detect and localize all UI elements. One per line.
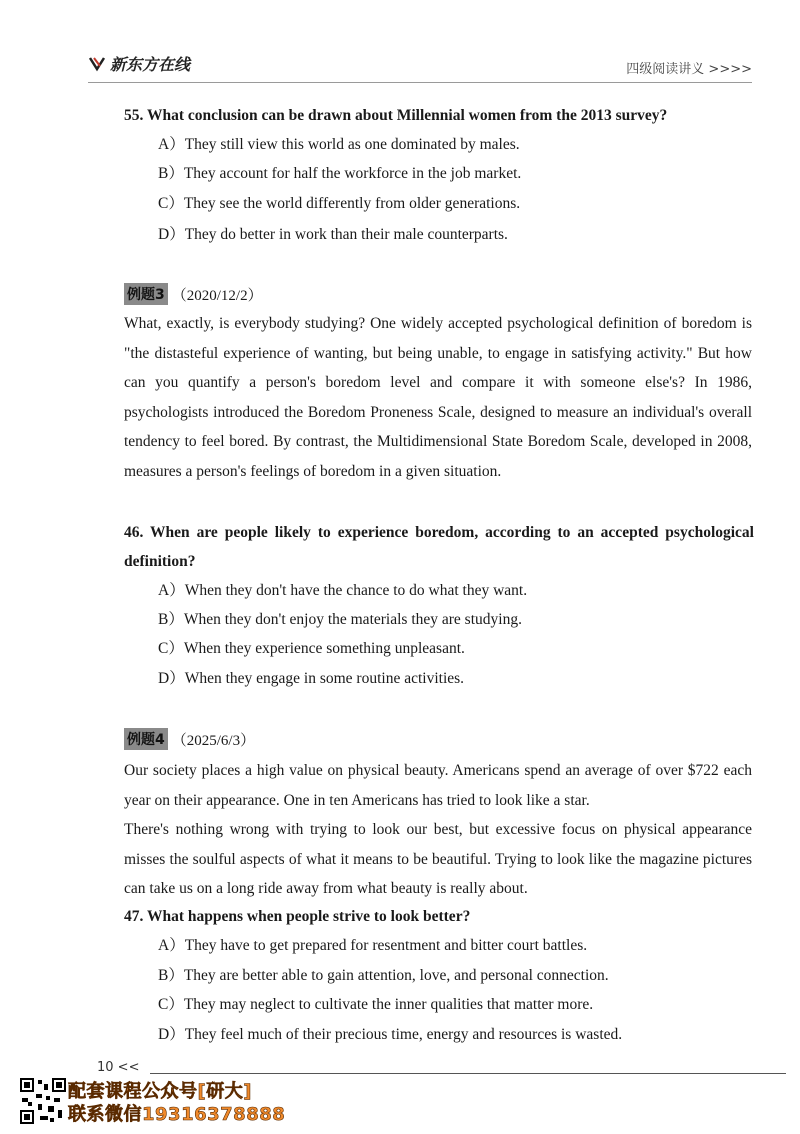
example-4-paragraph-2: There's nothing wrong with trying to look our best, but excessive focus on physical appearance misses the soulful aspects of what it means to be beautiful. Trying to look like the magazine pictures can take us on a long ride away from what beauty is really about. [124,821,752,898]
question-55-option-d: D）They do better in work than their male counterparts. [158,226,508,243]
question-46-option-d: D）When they engage in some routine activities. [158,670,465,687]
example-3-paragraph: What, exactly, is everybody studying? One widely accepted psychological definition of boredom is "the distasteful experience of wanting, but being unable, to engage in satisfying activity." But how can you quantify a person's boredom level and compare it with someone else's? In 1986, psychologists introduced the Boredom Proneness Scale, designed to measure an individual's overall tendency to feel bored. By contrast, the Multidimensional State Boredom Scale, developed in 2008, measures a person's feelings of boredom in a given situation. [124,315,752,480]
page-header [0,0,800,100]
example-3-tag: 例题3 [124,283,168,305]
question-47-option-d: D）They feel much of their precious time, energy and resources is wasted. [158,1026,623,1043]
header-divider [88,82,752,83]
logo-icon [88,55,106,73]
example-3-date: （2020/12/2） [171,287,263,304]
logo [88,52,190,75]
question-55-option-b: B）They account for half the workforce in the job market. [158,165,522,182]
example-4-date: （2025/6/3） [171,732,256,749]
example-4-passage [124,756,752,904]
page-number: 10 << [97,1060,140,1075]
question-46-option-c: C）When they experience something unpleasant. [158,640,465,657]
example-4-paragraph-1: Our society places a high value on physical beauty. Americans spend an average of over $722 each year on their appearance. One in ten Americans has tried to look like a star. [124,762,752,809]
question-55-option-a: A）They still view this world as one dominated by males. [158,136,520,153]
question-47-option-c: C）They may neglect to cultivate the inner qualities that matter more. [158,996,594,1013]
question-55-option-c: C）They see the world differently from older generations. [158,195,521,212]
promo-line-2: 联系微信19316378888 [68,1104,286,1125]
example-4-tag: 例题4 [124,728,168,750]
logo-text: 新东方在线 [110,55,191,74]
question-47-title: 47. What happens when people strive to look better? [124,908,471,925]
qr-code-icon [18,1076,68,1126]
question-47-option-b: B）They are better able to gain attention, love, and personal connection. [158,967,609,984]
question-46-option-a: A）When they don't have the chance to do what they want. [158,582,528,599]
question-55-title: 55. What conclusion can be drawn about Millennial women from the 2013 survey? [124,107,668,124]
question-46-option-b: B）When they don't enjoy the materials they are studying. [158,611,522,628]
question-47-option-a: A）They have to get prepared for resentment and bitter court battles. [158,937,588,954]
promo-line-1: 配套课程公众号[研大] [68,1081,252,1102]
question-46-title: 46. When are people likely to experience boredom, according to an accepted psychological definition? [124,524,754,570]
header-section-title: 四级阅读讲义 >>>> [626,62,752,77]
example-3-label [124,283,263,305]
example-4-label [124,728,255,750]
example-3-passage [124,309,752,487]
footer-divider [150,1073,786,1074]
